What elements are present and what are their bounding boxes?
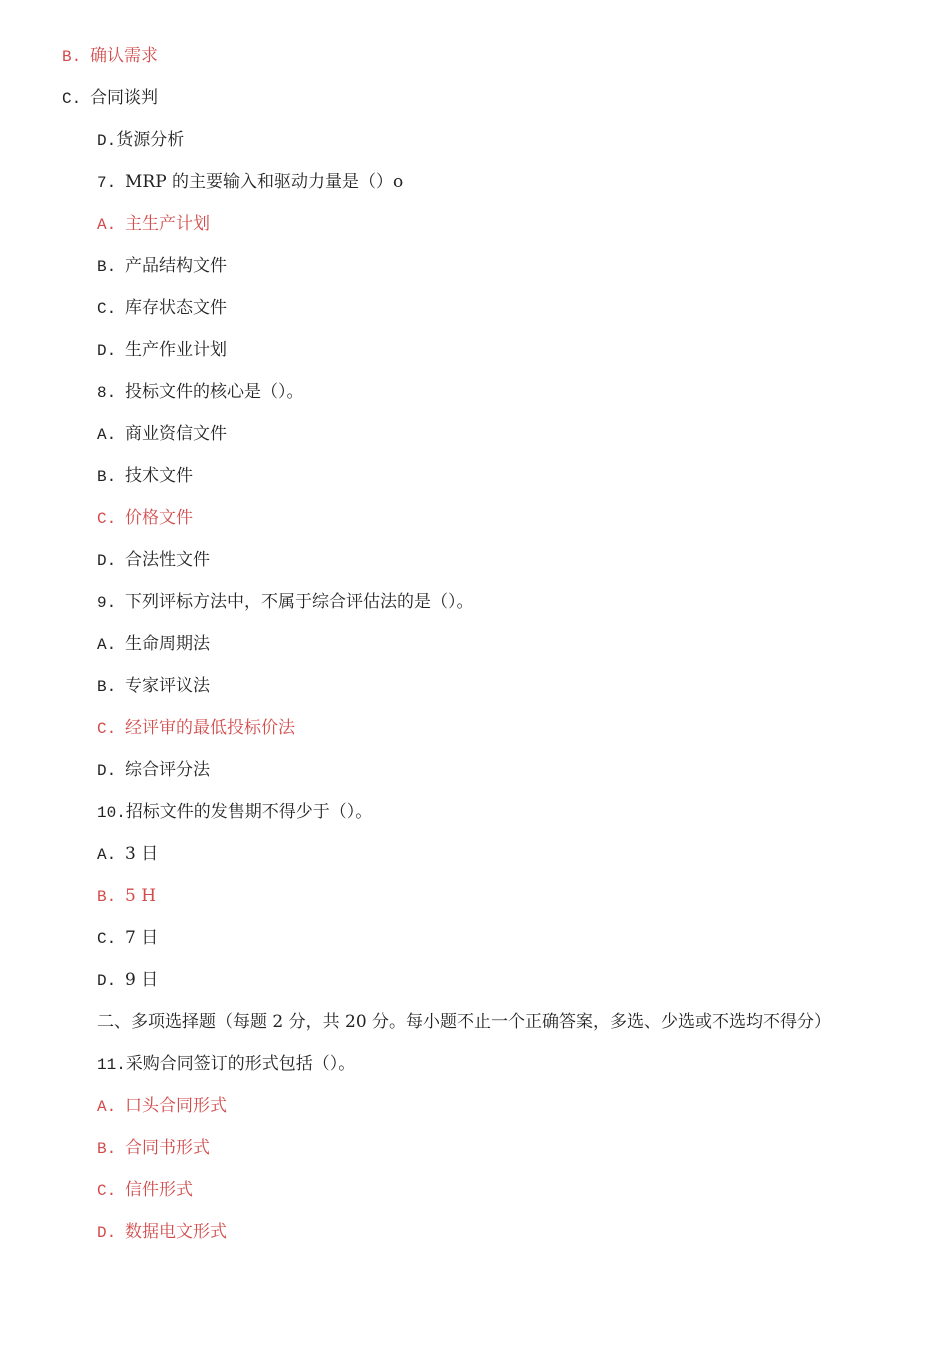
question-line: [97, 1052, 355, 1076]
option-marker: D.: [97, 1224, 117, 1242]
question-line: [97, 170, 403, 194]
option-line: [97, 716, 295, 740]
option-text: 7 日: [125, 928, 159, 948]
option-line: [97, 464, 193, 488]
option-line: [97, 212, 210, 236]
option-line: [62, 44, 158, 68]
option-line: [62, 86, 158, 110]
option-line: [97, 1094, 227, 1118]
option-marker: D.: [97, 132, 117, 150]
option-text: 信件形式: [125, 1180, 193, 1200]
option-marker: B.: [97, 468, 117, 486]
option-text: 9 日: [125, 970, 159, 990]
option-marker: B.: [97, 678, 117, 696]
question-text: 下列评标方法中，不属于综合评估法的是（）。: [125, 592, 474, 612]
option-line: [97, 926, 158, 950]
option-marker: D.: [97, 762, 117, 780]
option-marker: C.: [97, 510, 117, 528]
option-text: 库存状态文件: [125, 298, 227, 318]
option-line: [97, 506, 193, 530]
option-line: [97, 254, 227, 278]
option-marker: C.: [97, 1182, 117, 1200]
option-text: 数据电文形式: [125, 1222, 227, 1242]
option-line: [97, 758, 210, 782]
option-marker: C.: [97, 720, 117, 738]
option-text: 价格文件: [125, 508, 193, 528]
option-marker: B.: [62, 48, 82, 66]
option-line: [97, 422, 227, 446]
question-number: 8.: [97, 384, 117, 402]
option-text: 合法性文件: [125, 550, 210, 570]
option-line: [97, 128, 184, 152]
option-text: 专家评议法: [125, 676, 210, 696]
section-heading-text: 二、多项选择题（每题 2 分，共 20 分。每小题不止一个正确答案，多选、少选或不选均不得分）: [97, 1012, 832, 1032]
option-text: 产品结构文件: [125, 256, 227, 276]
option-line: [97, 1220, 227, 1244]
option-text: 合同书形式: [125, 1138, 210, 1158]
option-line: [97, 338, 227, 362]
option-text: 口头合同形式: [125, 1096, 227, 1116]
option-marker: C.: [97, 300, 117, 318]
question-line: [97, 380, 304, 404]
option-marker: A.: [97, 426, 117, 444]
option-line: [97, 548, 210, 572]
option-text: 3 日: [125, 844, 159, 864]
option-text: 确认需求: [90, 46, 158, 66]
question-text: 投标文件的核心是（）。: [125, 382, 304, 402]
option-marker: C.: [62, 90, 82, 108]
option-marker: C.: [97, 930, 117, 948]
question-text: 采购合同签订的形式包括（）。: [125, 1054, 356, 1074]
option-text: 合同谈判: [90, 88, 158, 108]
option-marker: A.: [97, 846, 117, 864]
option-line: [97, 632, 210, 656]
option-line: [97, 884, 156, 908]
option-line: [97, 296, 227, 320]
option-text: 商业资信文件: [125, 424, 227, 444]
option-text: 技术文件: [125, 466, 193, 486]
question-number: 10.: [97, 804, 126, 822]
option-text: 5 H: [125, 886, 157, 906]
option-line: [97, 1136, 210, 1160]
option-marker: A.: [97, 216, 117, 234]
option-text: 生命周期法: [125, 634, 210, 654]
question-number: 11.: [97, 1056, 126, 1074]
option-marker: D.: [97, 342, 117, 360]
option-marker: A.: [97, 1098, 117, 1116]
question-text: MRP 的主要输入和驱动力量是（）o: [125, 172, 404, 192]
option-text: 综合评分法: [125, 760, 210, 780]
option-marker: B.: [97, 888, 117, 906]
option-marker: A.: [97, 636, 117, 654]
question-line: [97, 590, 474, 614]
section-heading: [97, 1010, 831, 1034]
option-marker: D.: [97, 972, 117, 990]
question-text: 招标文件的发售期不得少于（）。: [125, 802, 373, 822]
option-line: [97, 968, 158, 992]
question-line: [97, 800, 372, 824]
option-text: 主生产计划: [125, 214, 210, 234]
option-marker: D.: [97, 552, 117, 570]
option-text: 货源分析: [116, 130, 185, 150]
option-text: 经评审的最低投标价法: [125, 718, 295, 738]
option-marker: B.: [97, 258, 117, 276]
option-text: 生产作业计划: [125, 340, 227, 360]
option-line: [97, 1178, 193, 1202]
question-number: 9.: [97, 594, 117, 612]
option-marker: B.: [97, 1140, 117, 1158]
question-number: 7.: [97, 174, 117, 192]
option-line: [97, 674, 210, 698]
option-line: [97, 842, 158, 866]
